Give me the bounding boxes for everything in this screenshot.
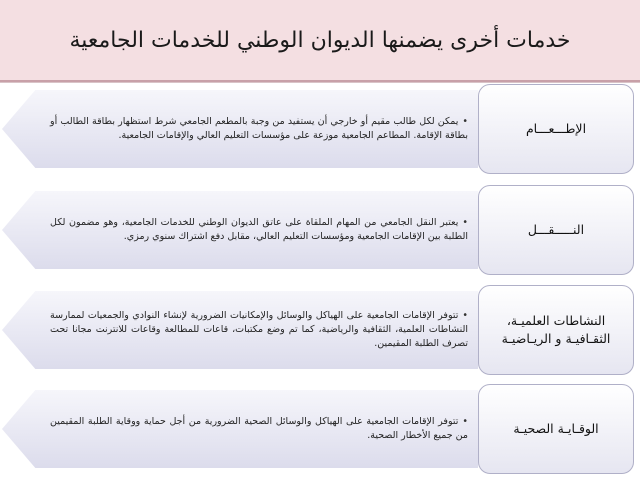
service-label-box (478, 285, 634, 375)
service-label-box (478, 384, 634, 474)
service-row-activities (0, 285, 640, 375)
bullet-icon: • (462, 116, 468, 127)
service-label: النـــــقـــل (527, 222, 585, 237)
service-description (50, 295, 468, 365)
service-description (50, 94, 468, 164)
service-description (50, 394, 468, 464)
service-description (50, 195, 468, 265)
service-row-transport (0, 185, 640, 275)
service-row-food (0, 84, 640, 174)
service-label-box (478, 84, 634, 174)
slide-title: خدمات أخرى يضمنها الديوان الوطني للخدمات الجامعية (69, 28, 571, 53)
service-label: الوقـايـة الصحيـة (513, 421, 599, 436)
description-text: تتوفر الإقامات الجامعية على الهياكل والوسائل والإمكانيات الضرورية لإنشاء النوادي والجمعيات لممارسة النشاطات العلمية، الثقافية والرياضية، كما تم وضع مكتبات، قاعات للمطالعة وقاعات للانترنت مجانا تحت تصرف الطلبة المقيمين. (50, 310, 468, 349)
service-label: النشاطات العلميـة، الثقـافيـة و الريـاضيـة (501, 313, 611, 346)
title-divider (0, 80, 640, 82)
bullet-icon: • (462, 416, 468, 427)
service-label: الإطـــعـــام (525, 121, 587, 136)
bullet-icon: • (462, 217, 468, 228)
service-label-box (478, 185, 634, 275)
bullet-icon: • (462, 310, 468, 321)
description-text: يمكن لكل طالب مقيم أو خارجي أن يستفيد من وجبة بالمطعم الجامعي شرط استظهار بطاقة الطالب أو بطاقة الإقامة. المطاعم الجامعية موزعة على مؤسسات التعليم العالي والإقامات الجامعية. (50, 116, 468, 141)
service-row-health (0, 384, 640, 474)
title-bar (0, 0, 640, 83)
description-text: تتوفر الإقامات الجامعية على الهياكل والوسائل الصحية الضرورية من أجل حماية ووقاية الطلبة المقيمين من جميع الأخطار الصحية. (50, 416, 468, 441)
description-text: يعتبر النقل الجامعي من المهام الملقاة على عاتق الديوان الوطني للخدمات الجامعية، وهو مضمون لكل الطلبة بين الإقامات الجامعية ومؤسسات التعليم العالي، مقابل دفع اشتراك سنوي رمزي. (50, 217, 468, 242)
